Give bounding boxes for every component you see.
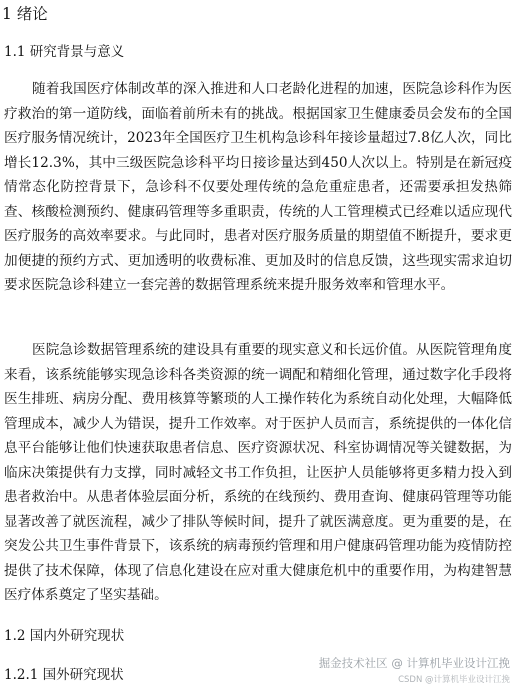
body-paragraph-1: 随着我国医疗体制改革的深入推进和人口老龄化进程的加速，医院急诊科作为医疗救治的第一道防线，面临着前所未有的挑战。根据国家卫生健康委员会发布的全国医疗服务情况统计，2023年全国医疗卫生机构急诊科年接诊量超过7.8亿人次，同比增长12.3%，其中三级医院急诊科平均日接诊量达到450人次以上。特别是在新冠疫情常态化防控背景下，急诊科不仅要处理传统的急危重症患者，还需要承担发热筛查、核酸检测预约、健康码管理等多重职责，传统的人工管理模式已经难以适应现代医疗服务的高效率要求。与此同时，患者对医疗服务质量的期望值不断提升，要求更加便捷的预约方式、更加透明的收费标准、更加及时的信息反馈，这些现实需求迫切要求医院急诊科建立一套完善的数据管理系统来提升服务效率和管理水平。 — [4, 81, 512, 293]
section-heading-1-2-1: 1.2.1 国外研究现状 — [4, 667, 124, 683]
section-heading-1-2: 1.2 国内外研究现状 — [4, 628, 125, 644]
section-heading-1-1: 1.1 研究背景与意义 — [4, 44, 125, 60]
watermark-source: CSDN @计算机毕业设计江挽 — [398, 675, 510, 685]
chapter-title: 1 绪论 — [2, 5, 48, 23]
watermark-text: 掘金技术社区 @ 计算机毕业设计江挽 — [318, 656, 510, 670]
body-paragraph-2: 医院急诊数据管理系统的建设具有重要的现实意义和长远价值。从医院管理角度来看，该系统能够实现急诊科各类资源的统一调配和精细化管理，通过数字化手段将医生排班、病房分配、费用核算等繁琐的人工操作转化为系统自动化处理，大幅降低管理成本，减少人为错误，提升工作效率。对于医护人员而言，系统提供的一体化信息平台能够让他们快速获取患者信息、医疗资源状况、科室协调情况等关键数据，为临床决策提供有力支撑，同时减轻文书工作负担，让医护人员能够将更多精力投入到患者救治中。从患者体验层面分析，系统的在线预约、费用查询、健康码管理等功能显著改善了就医流程，减少了排队等候时间，提升了就医满意度。更为重要的是，在突发公共卫生事件背景下，该系统的病毒预约管理和用户健康码管理功能为疫情防控提供了技术保障，体现了信息化建设在应对重大健康危机中的重要作用，为构建智慧医疗体系奠定了坚实基础。 — [4, 342, 512, 603]
